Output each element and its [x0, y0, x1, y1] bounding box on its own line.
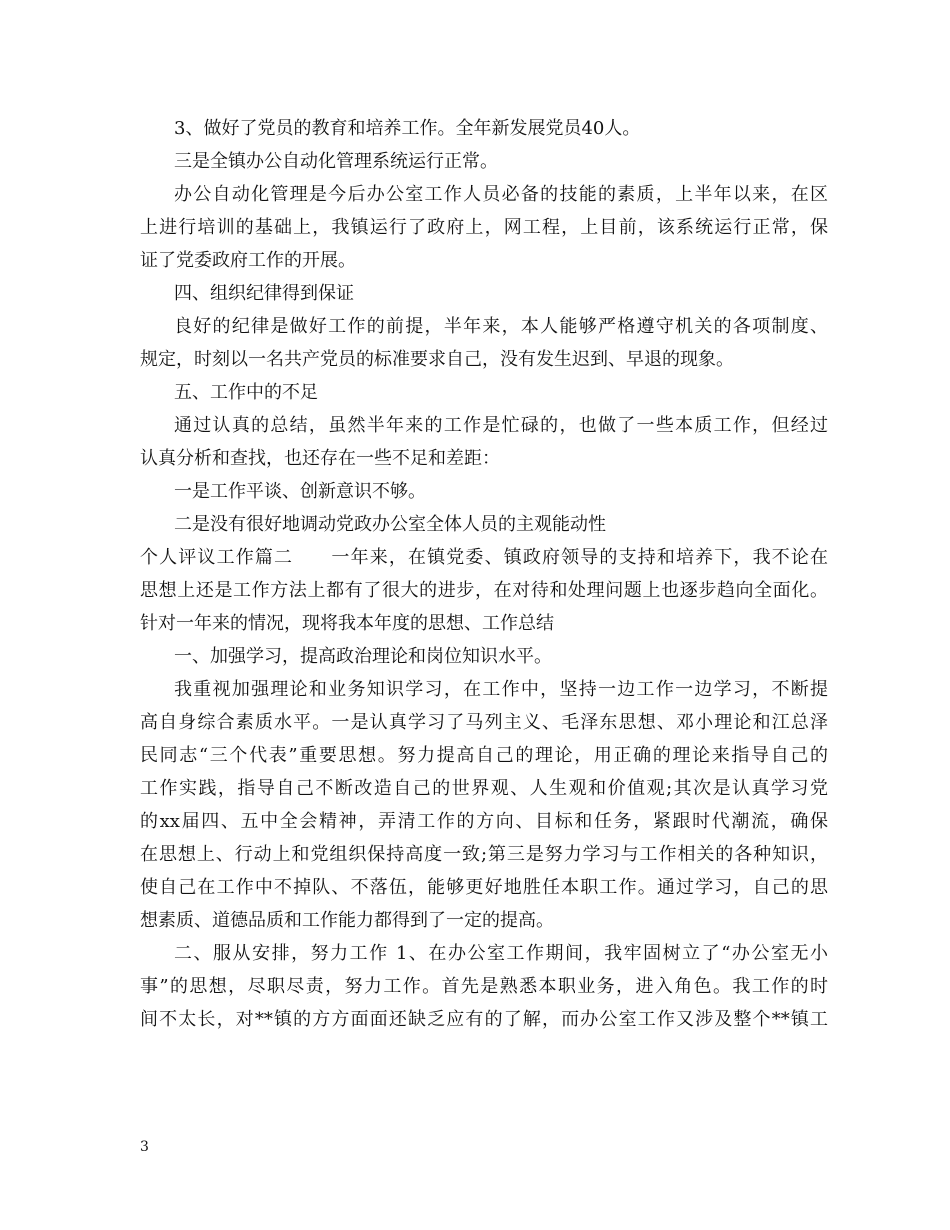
text-line: 思想上还是工作方法上都有了很大的进步，在对待和处理问题上也逐步趋向全面化。: [140, 580, 828, 601]
text-line: 工作实践，指导自己不断改造自己的世界观、人生观和价值观;其次是认真学习党: [140, 778, 828, 799]
text-line: 在思想上、行动上和党组织保持高度一致;第三是努力学习与工作相关的各种知识，: [140, 844, 828, 865]
text-line: 认真分析和查找，也还存在一些不足和差距：: [140, 448, 500, 469]
text-line: 一、加强学习，提高政治理论和岗位知识水平。: [174, 646, 552, 667]
text-line: 三是全镇办公自动化管理系统运行正常。: [174, 151, 498, 172]
text-line: 通过认真的总结，虽然半年来的工作是忙碌的，也做了一些本质工作，但经过: [174, 415, 828, 436]
text-line: 3、做好了党员的教育和培养工作。全年新发展党员40人。: [174, 118, 641, 139]
text-line: 良好的纪律是做好工作的前提，半年来，本人能够严格遵守机关的各项制度、: [174, 316, 828, 337]
text-line: 使自己在工作中不掉队、不落伍，能够更好地胜任本职工作。通过学习，自己的思: [140, 877, 828, 898]
text-line: 二、服从安排，努力工作 1、在办公室工作期间，我牢固树立了“办公室无小: [174, 943, 828, 964]
text-line: 办公自动化管理是今后办公室工作人员必备的技能的素质，上半年以来，在区: [174, 184, 828, 205]
text-line: 个人评议工作篇二 一年来，在镇党委、镇政府领导的支持和培养下，我不论在: [140, 547, 828, 568]
text-line: 高自身综合素质水平。一是认真学习了马列主义、毛泽东思想、邓小理论和江总泽: [140, 712, 828, 733]
text-line: 间不太长，对**镇的方方面面还缺乏应有的了解，而办公室工作又涉及整个**镇工: [140, 1009, 828, 1030]
text-line: 一是工作平谈、创新意识不够。: [174, 481, 426, 502]
page-number: 3: [140, 1139, 149, 1155]
text-line: 四、组织纪律得到保证: [174, 283, 354, 304]
text-line: 规定，时刻以一名共产党员的标准要求自己，没有发生迟到、早退的现象。: [140, 349, 734, 370]
text-line: 上进行培训的基础上，我镇运行了政府上，网工程，上目前，该系统运行正常，保: [140, 217, 828, 238]
text-line: 证了党委政府工作的开展。: [140, 250, 356, 271]
text-line: 的xx届四、五中全会精神，弄清工作的方向、目标和任务，紧跟时代潮流，确保: [140, 811, 828, 832]
text-line: 我重视加强理论和业务知识学习，在工作中，坚持一边工作一边学习，不断提: [174, 679, 828, 700]
text-line: 事”的思想，尽职尽责，努力工作。首先是熟悉本职业务，进入角色。我工作的时: [140, 976, 828, 997]
text-line: 针对一年来的情况，现将我本年度的思想、工作总结: [140, 613, 554, 634]
text-line: 民同志“三个代表”重要思想。努力提高自己的理论，用正确的理论来指导自己的: [140, 745, 828, 766]
text-line: 二是没有很好地调动党政办公室全体人员的主观能动性: [174, 514, 606, 535]
text-line: 五、工作中的不足: [174, 382, 318, 403]
text-line: 想素质、道德品质和工作能力都得到了一定的提高。: [140, 910, 554, 931]
